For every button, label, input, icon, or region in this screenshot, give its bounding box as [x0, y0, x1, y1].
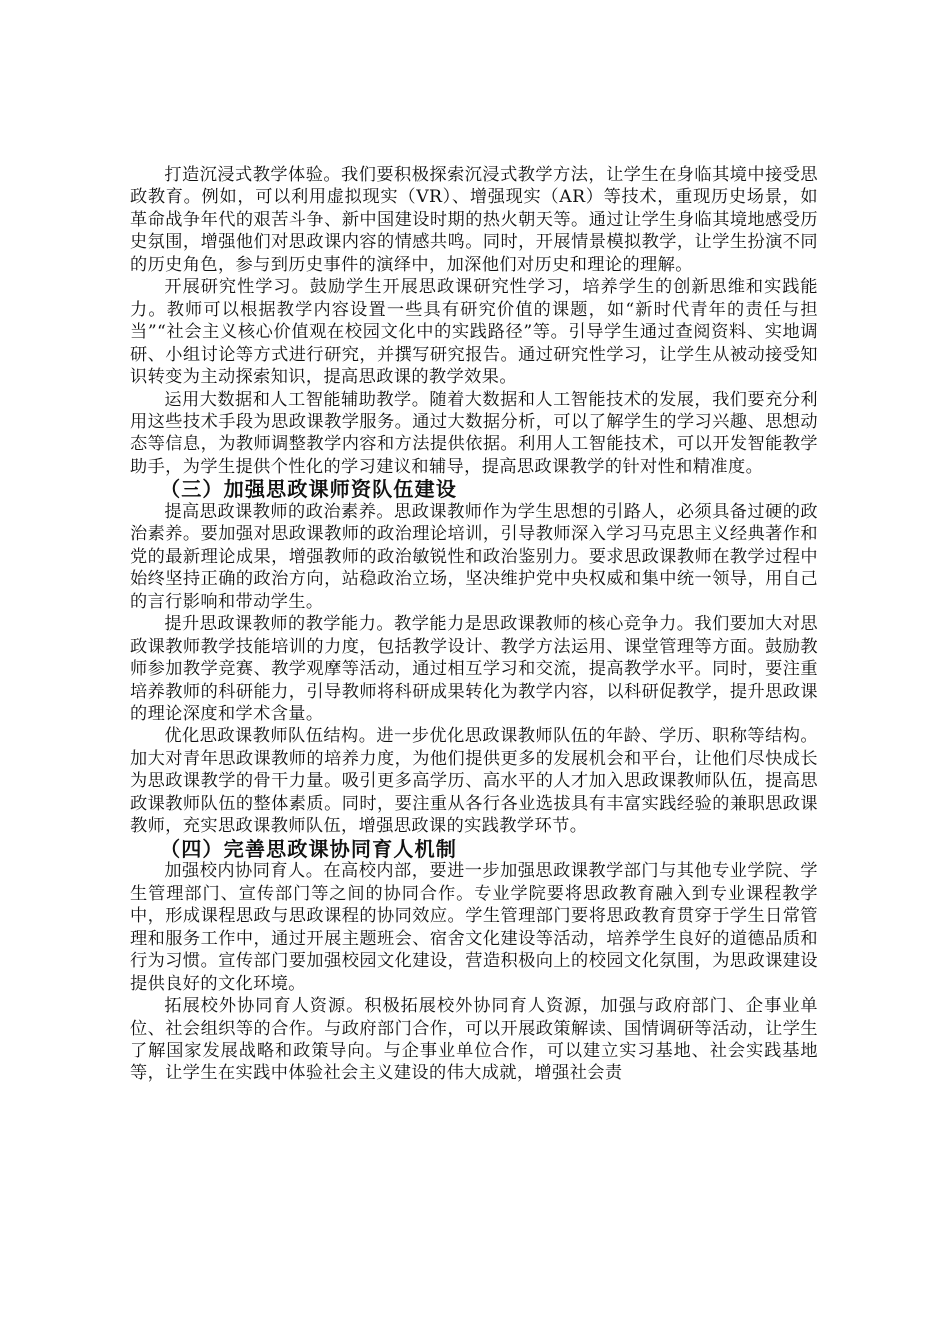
paragraph-research-learning: 开展研究性学习。鼓励学生开展思政课研究性学习，培养学生的创新思维和实践能力。教师可以根据教学内容设置一些具有研究价值的课题，如“新时代青年的责任与担当”“社会主义核心价值观在校园文化中的实践路径”等。引导学生通过查阅资料、实地调研、小组讨论等方式进行研究，并撰写研究报告。通过研究性学习，让学生从被动接受知识转变为主动探索知识，提高思政课的教学效果。 [130, 277, 818, 388]
paragraph-big-data-ai: 运用大数据和人工智能辅助教学。随着大数据和人工智能技术的发展，我们要充分利用这些技术手段为思政课教学服务。通过大数据分析，可以了解学生的学习兴趣、思想动态等信息，为教师调整教学内容和方法提供依据。利用人工智能技术，可以开发智能教学助手，为学生提供个性化的学习建议和辅导，提高思政课教学的针对性和精准度。 [130, 389, 818, 477]
section-heading-3: （三）加强思政课师资队伍建设 [160, 477, 457, 502]
document-page [130, 164, 818, 1085]
paragraph-teaching-ability: 提升思政课教师的教学能力。教学能力是思政课教师的核心竞争力。我们要加大对思政课教师教学技能培训的力度，包括教学设计、教学方法运用、课堂管理等方面。鼓励教师参加教学竞赛、教学观摩等活动，通过相互学习和交流，提高教学水平。同时，要注重培养教师的科研能力，引导教师将科研成果转化为教学内容，以科研促教学，提升思政课的理论深度和学术含量。 [130, 614, 818, 725]
paragraph-external-resources: 拓展校外协同育人资源。积极拓展校外协同育人资源，加强与政府部门、企事业单位、社会组织等的合作。与政府部门合作，可以开展政策解读、国情调研等活动，让学生了解国家发展战略和政策导向。与企事业单位合作，可以建立实习基地、社会实践基地等，让学生在实践中体验社会主义建设的伟大成就，增强社会责 [130, 996, 818, 1084]
paragraph-immersive-teaching: 打造沉浸式教学体验。我们要积极探索沉浸式教学方法，让学生在身临其境中接受思政教育。例如，可以利用虚拟现实（VR）、增强现实（AR）等技术，重现历史场景，如革命战争年代的艰苦斗争、新中国建设时期的热火朝天等。通过让学生身临其境地感受历史氛围，增强他们对思政课内容的情感共鸣。同时，开展情景模拟教学，让学生扮演不同的历史角色，参与到历史事件的演绎中，加深他们对历史和理论的理解。 [130, 165, 818, 275]
section-heading-4: （四）完善思政课协同育人机制 [160, 836, 457, 861]
paragraph-team-structure: 优化思政课教师队伍结构。进一步优化思政课教师队伍的年龄、学历、职称等结构。加大对青年思政课教师的培养力度，为他们提供更多的发展机会和平台，让他们尽快成长为思政课教学的骨干力量。吸引更多高学历、高水平的人才加入思政课教师队伍，提高思政课教师队伍的整体素质。同时，要注重从各行各业选拔具有丰富实践经验的兼职思政课教师，充实思政课教师队伍，增强思政课的实践教学环节。 [130, 726, 818, 837]
paragraph-political-quality: 提高思政课教师的政治素养。思政课教师作为学生思想的引路人，必须具备过硬的政治素养。要加强对思政课教师的政治理论培训，引导教师深入学习马克思主义经典著作和党的最新理论成果，增强教师的政治敏锐性和政治鉴别力。要求思政课教师在教学过程中始终坚持正确的政治方向，站稳政治立场，坚决维护党中央权威和集中统一领导，用自己的言行影响和带动学生。 [130, 501, 818, 612]
paragraph-internal-collaboration: 加强校内协同育人。在高校内部，要进一步加强思政课教学部门与其他专业学院、学生管理部门、宣传部门等之间的协同合作。专业学院要将思政教育融入到专业课程教学中，形成课程思政与思政课程的协同效应。学生管理部门要将思政教育贯穿于学生日常管理和服务工作中，通过开展主题班会、宿舍文化建设等活动，培养学生良好的道德品质和行为习惯。宣传部门要加强校园文化建设，营造积极向上的校园文化氛围，为思政课建设提供良好的文化环境。 [130, 861, 818, 994]
